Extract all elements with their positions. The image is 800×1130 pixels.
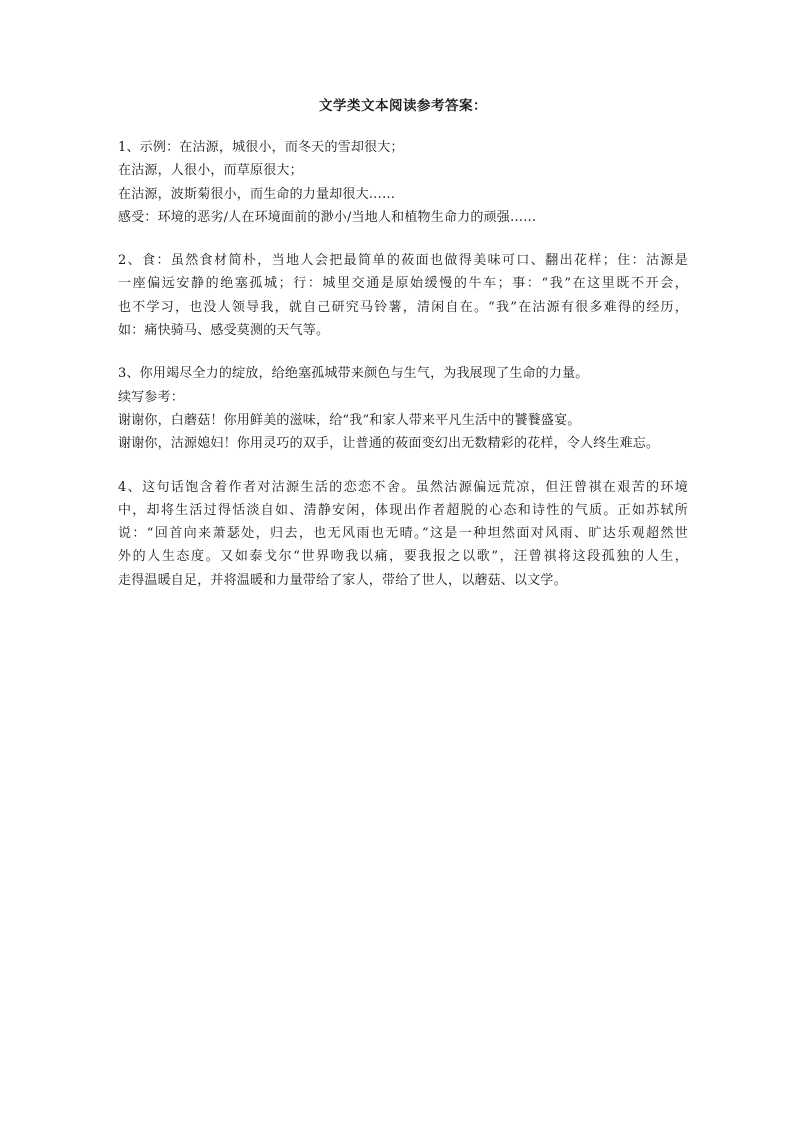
answer-1: [118, 136, 688, 229]
document-title: 文学类文本阅读参考答案：: [319, 98, 487, 114]
paragraph-line: 中，却将生活过得恬淡自如、清静安闲，体现出作者超脱的心态和诗性的气质。正如苏轼所: [118, 502, 688, 518]
answer-4: [118, 476, 688, 592]
paragraph-line: 谢谢你，沽源媳妇！你用灵巧的双手，让普通的莜面变幻出无数精彩的花样，令人终生难忘。: [118, 436, 660, 452]
paragraph-line: 感受：环境的恶劣/人在环境面前的渺小/当地人和植物生命力的顽强……: [118, 209, 537, 225]
paragraph-line: 如：痛快骑马、感受莫测的天气等。: [118, 323, 330, 339]
paragraph-line: 2、食：虽然食材简朴，当地人会把最简单的莜面也做得美味可口、翻出花样；住：沽源是: [118, 253, 688, 269]
paragraph-line: 在沽源，人很小，而草原很大；: [118, 163, 303, 179]
paragraph-line: 外的人生态度。又如泰戈尔“世界吻我以痛，要我报之以歌”，汪曾祺将这段孤独的人生，: [118, 549, 688, 565]
paragraph-line: 走得温暖自足，并将温暖和力量带给了家人，带给了世人，以蘑菇、以文学。: [118, 572, 567, 588]
paragraph-line: 谢谢你，白蘑菇！你用鲜美的滋味，给“我”和家人带来平凡生活中的饕餮盛宴。: [118, 412, 581, 428]
answer-document: [118, 96, 688, 612]
paragraph-line: 一座偏远安静的绝塞孤城；行：城里交通是原始缓慢的牛车；事：“我”在这里既不开会，: [118, 276, 688, 292]
paragraph-line: 也不学习，也没人领导我，就自己研究马铃薯，清闲自在。“我”在沽源有很多难得的经历，: [118, 299, 688, 315]
answer-3: [118, 362, 688, 455]
paragraph-line: 说：“回首向来萧瑟处，归去，也无风雨也无晴。”这是一种坦然面对风雨、旷达乐观超然世: [118, 526, 688, 542]
paragraph-line: 1、示例：在沽源，城很小，而冬天的雪却很大；: [118, 140, 404, 155]
paragraph-line: 续写参考：: [118, 389, 185, 405]
paragraph-line: 4、这句话饱含着作者对沽源生活的恋恋不舍。虽然沽源偏远荒凉，但汪曾祺在艰苦的环境: [118, 479, 688, 495]
paragraph-line: 3、你用竭尽全力的绽放，给绝塞孤城带来颜色与生气，为我展现了生命的力量。: [118, 366, 589, 382]
paragraph-line: 在沽源，波斯菊很小，而生命的力量却很大……: [118, 186, 396, 202]
answer-2: [118, 249, 688, 342]
